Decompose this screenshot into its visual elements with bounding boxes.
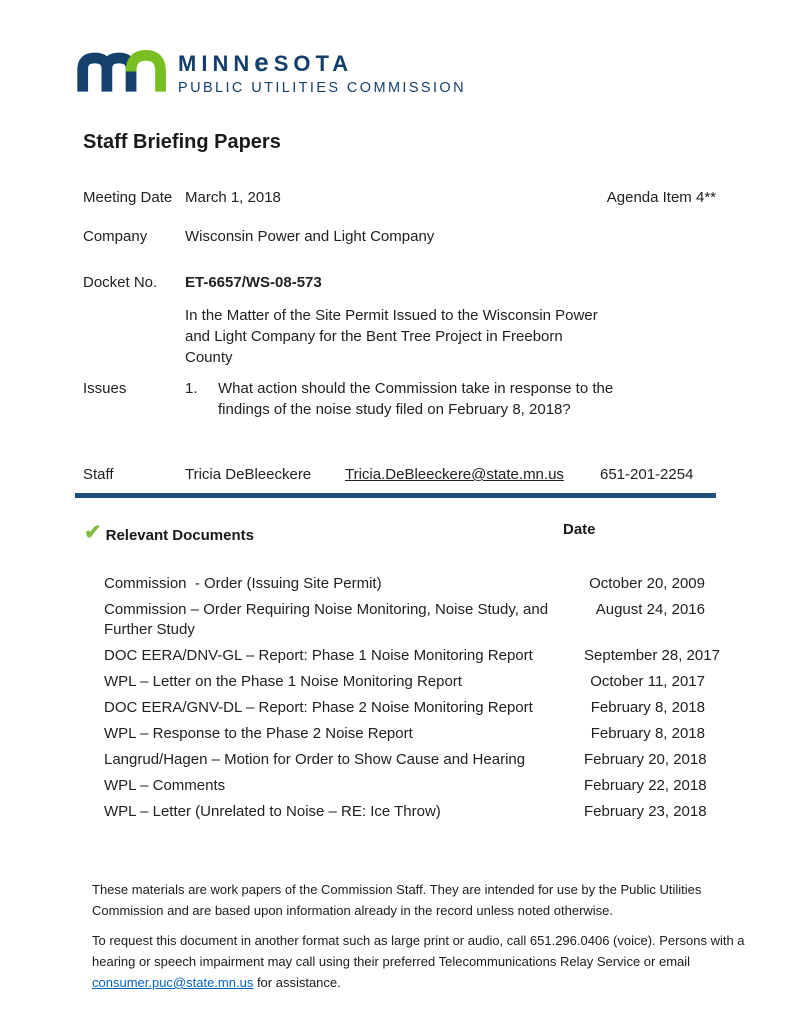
staff-phone: 651-201-2254 (600, 466, 694, 483)
puc-logo (77, 47, 466, 97)
doc-title: Commission – Order Requiring Noise Monitoring, Noise Study, and Further Study (104, 601, 553, 638)
company-label: Company (83, 228, 148, 245)
doc-row (104, 672, 705, 692)
doc-row (104, 646, 720, 666)
staff-row (83, 464, 716, 485)
minnesota-wordmark (178, 47, 466, 77)
doc-date: February 23, 2018 (584, 803, 707, 820)
wordmark-part: SOTA (273, 51, 354, 76)
doc-row (104, 750, 705, 770)
docket-label: Docket No. (83, 274, 158, 291)
docket-caption: In the Matter of the Site Permit Issued to the Wisconsin Power and Light Company for the Bent Tree Project in Freeborn County (185, 307, 598, 366)
page-title: Staff Briefing Papers (83, 131, 281, 153)
documents-list (104, 574, 720, 828)
doc-title: Langrud/Hagen – Motion for Order to Show Cause and Hearing (104, 751, 526, 768)
doc-date: October 20, 2009 (589, 575, 705, 592)
footer-disclaimer: These materials are work papers of the Commission Staff. They are intended for use by the Public Utilities Commission and are based upon information already in the record unless noted otherwise. (92, 882, 702, 918)
docket-number: ET-6657/WS-08-573 (185, 274, 322, 291)
issues-label: Issues (83, 380, 127, 397)
company-value: Wisconsin Power and Light Company (185, 228, 435, 245)
puc-tagline: PUBLIC UTILITIES COMMISSION (178, 80, 466, 96)
doc-row (104, 802, 705, 822)
doc-title: WPL – Comments (104, 777, 226, 794)
staff-email-link[interactable]: Tricia.DeBleeckere@state.mn.us (345, 466, 564, 483)
docket-row (83, 272, 716, 293)
doc-title: WPL – Letter on the Phase 1 Noise Monitoring Report (104, 673, 462, 690)
staff-name: Tricia DeBleeckere (185, 466, 312, 483)
doc-date: February 20, 2018 (584, 751, 707, 768)
wordmark-stylized-e: e (254, 47, 274, 77)
checkmark-icon: ✔ (84, 521, 102, 544)
footer-accessibility-text: To request this document in another format such as large print or audio, call 651.296.0406 (voice). Persons with a hearing or speech impairment may call using their preferred Telecommunications Relay Service or email (92, 933, 745, 969)
agenda-item: Agenda Item 4** (606, 189, 716, 206)
section-divider (75, 493, 716, 498)
issue-number: 1. (185, 380, 198, 397)
doc-row (104, 698, 705, 718)
wordmark-part: MINN (178, 51, 255, 76)
date-column-header: Date (563, 521, 596, 538)
meeting-date-row (83, 187, 716, 208)
doc-row (104, 776, 705, 796)
doc-title: WPL – Letter (Unrelated to Noise – RE: Ice Throw) (104, 803, 441, 820)
doc-title: DOC EERA/DNV-GL – Report: Phase 1 Noise Monitoring Report (104, 647, 533, 664)
staff-label: Staff (83, 466, 114, 483)
meeting-date-label: Meeting Date (83, 189, 173, 206)
logo-text (178, 47, 466, 96)
doc-title: Commission - Order (Issuing Site Permit) (104, 575, 382, 592)
consumer-email-link[interactable]: consumer.puc@state.mn.us (92, 975, 254, 990)
doc-date: September 28, 2017 (584, 647, 720, 664)
doc-title: WPL – Response to the Phase 2 Noise Report (104, 725, 413, 742)
doc-date: February 8, 2018 (590, 725, 705, 742)
relevant-documents-header (84, 521, 254, 544)
mn-logo-icon (77, 50, 169, 97)
doc-row (104, 600, 705, 640)
issue-text: What action should the Commission take in response to the findings of the noise study filed on February 8, 2018? (218, 380, 614, 418)
footer-accessibility (92, 930, 760, 993)
doc-row (104, 724, 705, 744)
doc-date: February 22, 2018 (584, 777, 707, 794)
footer-accessibility-text: for assistance. (253, 975, 341, 990)
meeting-date-value: March 1, 2018 (185, 189, 281, 206)
issues-row (83, 378, 716, 420)
company-row (83, 226, 716, 247)
relevant-documents-heading: Relevant Documents (105, 526, 254, 544)
doc-date: February 8, 2018 (590, 699, 705, 716)
doc-title: DOC EERA/GNV-DL – Report: Phase 2 Noise Monitoring Report (104, 699, 533, 716)
doc-date: October 11, 2017 (590, 673, 705, 690)
doc-date: August 24, 2016 (595, 601, 705, 618)
doc-row (104, 574, 705, 594)
